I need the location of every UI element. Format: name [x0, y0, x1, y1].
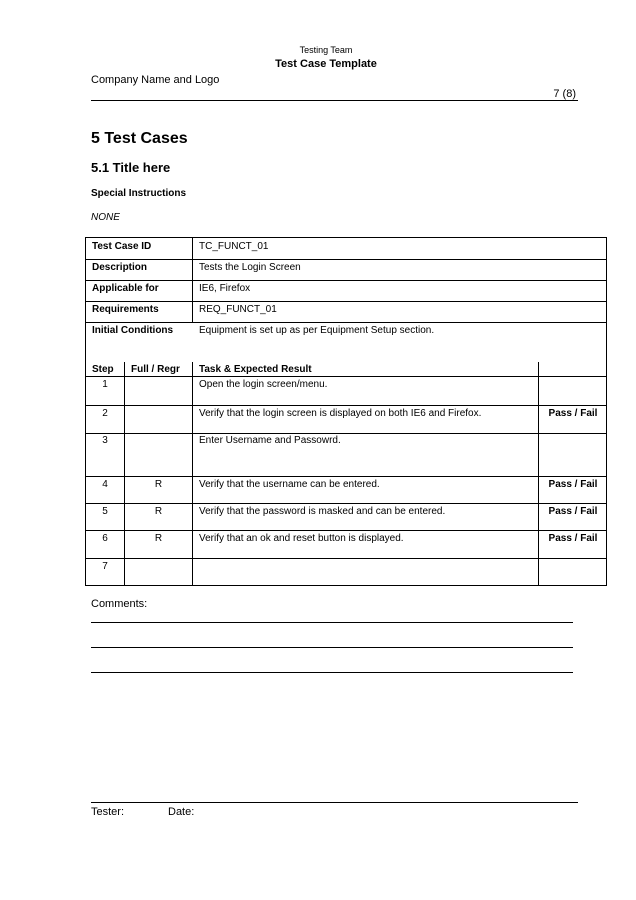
type-column-header: Full / Regr [131, 364, 180, 375]
step-task: Verify that the password is masked and can be entered. [199, 506, 446, 517]
header-divider [91, 100, 578, 101]
step-task: Verify that an ok and reset button is displayed. [199, 533, 404, 544]
step-number: 6 [102, 533, 108, 544]
table-rule [86, 376, 606, 377]
tester-label: Tester: [91, 806, 125, 818]
table-rule [86, 558, 606, 559]
description-label: Description [92, 262, 148, 273]
table-rule [86, 259, 606, 260]
step-task: Open the login screen/menu. [199, 379, 328, 390]
step-type: R [154, 479, 163, 490]
comment-line [91, 647, 573, 648]
applicable-for-label: Applicable for [92, 283, 159, 294]
step-type: R [154, 506, 163, 517]
step-column-header: Step [92, 364, 114, 375]
table-rule [86, 433, 606, 434]
date-label: Date: [168, 806, 195, 818]
step-number: 7 [102, 561, 108, 572]
table-rule [86, 503, 606, 504]
step-result: Pass / Fail [548, 479, 598, 490]
template-title: Test Case Template [275, 58, 377, 70]
requirements-value: REQ_FUNCT_01 [199, 304, 277, 315]
table-rule [538, 362, 539, 585]
initial-conditions-label: Initial Conditions [92, 325, 174, 336]
section-heading: 5 Test Cases [91, 130, 188, 147]
initial-conditions-value: Equipment is set up as per Equipment Setup section. [199, 325, 435, 336]
company-name: Company Name and Logo [91, 74, 220, 86]
section-subheading: 5.1 Title here [91, 160, 171, 175]
step-number: 1 [102, 379, 108, 390]
comment-line [91, 622, 573, 623]
applicable-for-value: IE6, Firefox [199, 283, 251, 294]
test-case-id-value: TC_FUNCT_01 [199, 241, 269, 252]
special-instructions-label: Special Instructions [91, 188, 187, 199]
step-result: Pass / Fail [548, 408, 598, 419]
step-task: Enter Username and Passowrd. [199, 435, 341, 446]
step-result: Pass / Fail [548, 506, 598, 517]
requirements-label: Requirements [92, 304, 159, 315]
step-number: 3 [102, 435, 108, 446]
table-rule [86, 280, 606, 281]
table-rule [124, 362, 125, 585]
table-rule [86, 405, 606, 406]
table-rule [86, 530, 606, 531]
test-case-table [85, 237, 607, 586]
table-rule [192, 362, 193, 585]
task-column-header: Task & Expected Result [199, 364, 312, 375]
table-rule [192, 238, 193, 322]
step-number: 5 [102, 506, 108, 517]
table-rule [86, 322, 606, 323]
table-rule [86, 476, 606, 477]
comments-label: Comments: [91, 598, 148, 610]
team-name: Testing Team [299, 45, 353, 55]
comment-line [91, 672, 573, 673]
step-task: Verify that the login screen is displayed on both IE6 and Firefox. [199, 408, 482, 419]
table-rule [86, 301, 606, 302]
footer-divider [91, 802, 578, 803]
page-number: 7 (8) [553, 88, 576, 100]
step-number: 4 [102, 479, 108, 490]
special-instructions-value: NONE [91, 212, 120, 223]
step-type: R [154, 533, 163, 544]
test-case-id-label: Test Case ID [92, 241, 152, 252]
step-number: 2 [102, 408, 108, 419]
description-value: Tests the Login Screen [199, 262, 301, 273]
step-result: Pass / Fail [548, 533, 598, 544]
step-task: Verify that the username can be entered. [199, 479, 380, 490]
